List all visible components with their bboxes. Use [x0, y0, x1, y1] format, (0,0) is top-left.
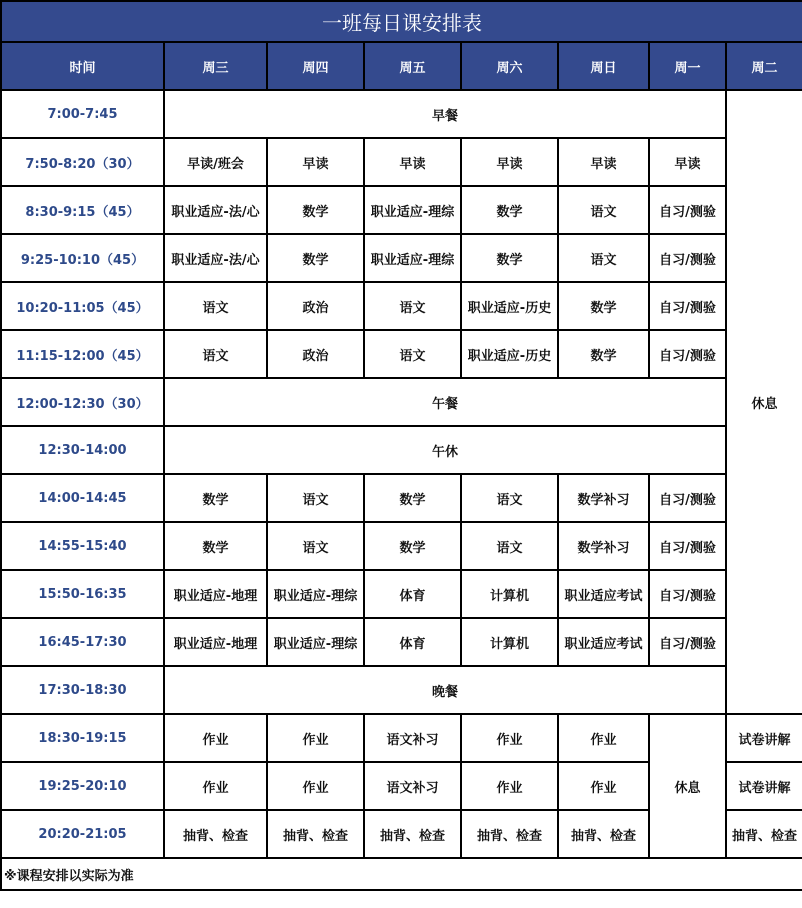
time-cell: 17:30-18:30 — [1, 666, 164, 714]
time-cell: 16:45-17:30 — [1, 618, 164, 666]
header-day: 周一 — [649, 42, 726, 90]
schedule-cell: 职业适应-地理 — [164, 618, 267, 666]
schedule-cell: 数学 — [267, 234, 364, 282]
schedule-cell: 抽背、检查 — [164, 810, 267, 858]
schedule-cell: 语文 — [558, 186, 649, 234]
schedule-cell: 作业 — [558, 714, 649, 762]
table-row — [1, 570, 802, 618]
schedule-cell: 职业适应-法/心 — [164, 234, 267, 282]
table-row — [1, 186, 802, 234]
schedule-cell: 作业 — [461, 714, 558, 762]
header-day: 周六 — [461, 42, 558, 90]
header-day: 周四 — [267, 42, 364, 90]
schedule-cell: 抽背、检查 — [267, 810, 364, 858]
schedule-cell: 语文补习 — [364, 714, 461, 762]
schedule-cell: 数学 — [364, 474, 461, 522]
schedule-cell: 作业 — [164, 762, 267, 810]
schedule-cell: 政治 — [267, 282, 364, 330]
time-cell: 12:00-12:30（30） — [1, 378, 164, 426]
table-row — [1, 330, 802, 378]
schedule-cell: 抽背、检查 — [726, 810, 802, 858]
time-cell: 7:50-8:20（30） — [1, 138, 164, 186]
schedule-cell: 职业适应-法/心 — [164, 186, 267, 234]
schedule-cell: 自习/测验 — [649, 282, 726, 330]
schedule-cell: 计算机 — [461, 570, 558, 618]
schedule-cell: 午休 — [164, 426, 726, 474]
table-row — [1, 714, 802, 762]
time-cell: 12:30-14:00 — [1, 426, 164, 474]
schedule-cell: 政治 — [267, 330, 364, 378]
schedule-cell: 数学 — [461, 186, 558, 234]
schedule-cell: 职业适应-历史 — [461, 282, 558, 330]
time-cell: 14:00-14:45 — [1, 474, 164, 522]
schedule-cell: 作业 — [558, 762, 649, 810]
schedule-cell: 早读 — [649, 138, 726, 186]
schedule-cell: 语文补习 — [364, 762, 461, 810]
table-row — [1, 234, 802, 282]
table-row — [1, 474, 802, 522]
schedule-cell: 职业适应-地理 — [164, 570, 267, 618]
schedule-cell: 试卷讲解 — [726, 714, 802, 762]
schedule-cell: 早读 — [558, 138, 649, 186]
table-row — [1, 522, 802, 570]
schedule-cell: 早读 — [267, 138, 364, 186]
schedule-cell: 晚餐 — [164, 666, 726, 714]
time-cell: 20:20-21:05 — [1, 810, 164, 858]
table-row — [1, 618, 802, 666]
header-day: 周五 — [364, 42, 461, 90]
table-row — [1, 666, 802, 714]
table-row — [1, 378, 802, 426]
time-cell: 9:25-10:10（45） — [1, 234, 164, 282]
time-cell: 11:15-12:00（45） — [1, 330, 164, 378]
table-row — [1, 282, 802, 330]
schedule-cell: 数学 — [558, 330, 649, 378]
schedule-cell: 数学 — [558, 282, 649, 330]
time-cell: 18:30-19:15 — [1, 714, 164, 762]
schedule-cell: 体育 — [364, 618, 461, 666]
schedule-cell: 语文 — [364, 282, 461, 330]
header-time: 时间 — [1, 42, 164, 90]
time-cell: 14:55-15:40 — [1, 522, 164, 570]
schedule-cell: 试卷讲解 — [726, 762, 802, 810]
schedule-cell: 数学 — [164, 522, 267, 570]
schedule-cell: 作业 — [267, 762, 364, 810]
time-cell: 10:20-11:05（45） — [1, 282, 164, 330]
schedule-cell: 早读 — [364, 138, 461, 186]
schedule-cell: 早餐 — [164, 90, 726, 138]
schedule-cell: 抽背、检查 — [364, 810, 461, 858]
schedule-cell: 职业适应-理综 — [267, 570, 364, 618]
table-row — [1, 90, 802, 138]
schedule-cell: 职业适应-理综 — [267, 618, 364, 666]
time-cell: 15:50-16:35 — [1, 570, 164, 618]
schedule-cell: 数学 — [267, 186, 364, 234]
schedule-cell: 数学 — [461, 234, 558, 282]
schedule-cell: 自习/测验 — [649, 618, 726, 666]
schedule-cell: 自习/测验 — [649, 474, 726, 522]
schedule-cell: 体育 — [364, 570, 461, 618]
footnote: ※课程安排以实际为准 — [1, 858, 802, 890]
schedule-cell: 作业 — [461, 762, 558, 810]
schedule-cell: 早读/班会 — [164, 138, 267, 186]
schedule-cell: 休息 — [649, 714, 726, 858]
schedule-cell: 自习/测验 — [649, 186, 726, 234]
schedule-cell: 自习/测验 — [649, 234, 726, 282]
time-cell: 8:30-9:15（45） — [1, 186, 164, 234]
schedule-cell: 抽背、检查 — [461, 810, 558, 858]
time-cell: 19:25-20:10 — [1, 762, 164, 810]
schedule-cell: 自习/测验 — [649, 330, 726, 378]
schedule-cell: 语文 — [558, 234, 649, 282]
schedule-cell: 休息 — [726, 90, 802, 714]
schedule-cell: 职业适应-理综 — [364, 234, 461, 282]
schedule-cell: 数学 — [164, 474, 267, 522]
table-row — [1, 426, 802, 474]
schedule-cell: 语文 — [461, 522, 558, 570]
schedule-cell: 语文 — [267, 474, 364, 522]
schedule-cell: 计算机 — [461, 618, 558, 666]
header-day: 周三 — [164, 42, 267, 90]
schedule-cell: 职业适应考试 — [558, 618, 649, 666]
schedule-cell: 语文 — [461, 474, 558, 522]
schedule-cell: 抽背、检查 — [558, 810, 649, 858]
header-day: 周二 — [726, 42, 802, 90]
schedule-cell: 数学补习 — [558, 522, 649, 570]
schedule-cell: 语文 — [164, 282, 267, 330]
schedule-cell: 作业 — [267, 714, 364, 762]
schedule-cell: 作业 — [164, 714, 267, 762]
time-cell: 7:00-7:45 — [1, 90, 164, 138]
table-row — [1, 138, 802, 186]
schedule-cell: 语文 — [164, 330, 267, 378]
schedule-cell: 职业适应考试 — [558, 570, 649, 618]
schedule-cell: 语文 — [267, 522, 364, 570]
schedule-cell: 自习/测验 — [649, 570, 726, 618]
schedule-cell: 午餐 — [164, 378, 726, 426]
page-title: 一班每日课安排表 — [1, 1, 802, 42]
schedule-cell: 早读 — [461, 138, 558, 186]
schedule-cell: 自习/测验 — [649, 522, 726, 570]
schedule-cell: 数学补习 — [558, 474, 649, 522]
schedule-cell: 数学 — [364, 522, 461, 570]
schedule-cell: 语文 — [364, 330, 461, 378]
schedule-cell: 职业适应-理综 — [364, 186, 461, 234]
header-day: 周日 — [558, 42, 649, 90]
schedule-cell: 职业适应-历史 — [461, 330, 558, 378]
